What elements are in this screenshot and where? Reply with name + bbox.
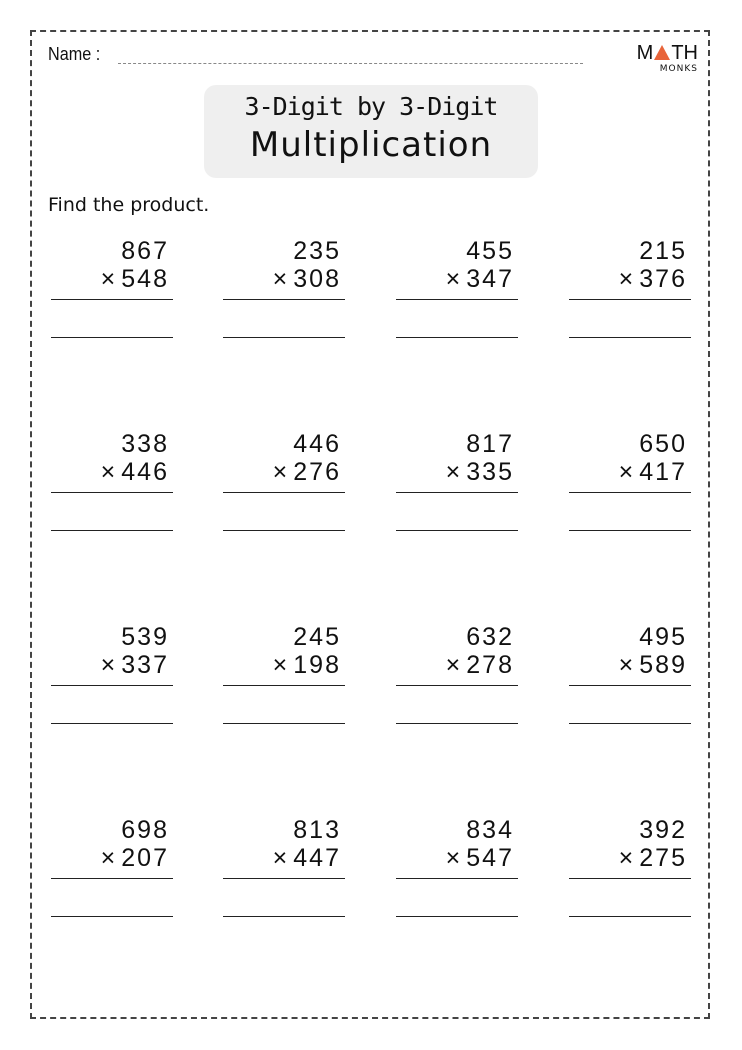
multiplicand: 495 — [639, 623, 687, 651]
answer-line[interactable] — [396, 723, 518, 724]
product-rule — [569, 299, 691, 300]
title-box — [204, 85, 538, 178]
multiplier: 446 — [121, 458, 169, 486]
multiplier-row — [51, 265, 173, 293]
product-rule — [51, 878, 173, 879]
multiplier-row — [51, 458, 173, 486]
multiplier-row — [569, 844, 691, 872]
logo-text-m: M — [636, 42, 654, 64]
times-icon: × — [445, 844, 463, 872]
multiplicand: 446 — [293, 430, 341, 458]
product-rule — [51, 492, 173, 493]
product-rule — [223, 685, 345, 686]
multiplicand: 698 — [121, 816, 169, 844]
product-rule — [223, 492, 345, 493]
answer-line[interactable] — [569, 723, 691, 724]
multiplicand: 867 — [121, 237, 169, 265]
multiplier-row — [396, 265, 518, 293]
logo-subtext: MONKS — [659, 64, 698, 74]
multiplicand: 834 — [466, 816, 514, 844]
times-icon: × — [100, 651, 118, 679]
answer-line[interactable] — [569, 337, 691, 338]
instructions: Find the product. — [48, 194, 210, 216]
multiplier-row — [396, 844, 518, 872]
problem-item — [569, 237, 691, 338]
product-rule — [569, 492, 691, 493]
product-rule — [51, 685, 173, 686]
multiplicand: 817 — [466, 430, 514, 458]
times-icon: × — [100, 265, 118, 293]
answer-line[interactable] — [223, 337, 345, 338]
times-icon: × — [618, 844, 636, 872]
multiplicand: 338 — [121, 430, 169, 458]
product-rule — [569, 685, 691, 686]
multiplicand: 813 — [293, 816, 341, 844]
times-icon: × — [445, 651, 463, 679]
page-title: Multiplication — [249, 125, 493, 165]
product-rule — [396, 878, 518, 879]
multiplier: 589 — [639, 651, 687, 679]
times-icon: × — [100, 844, 118, 872]
times-icon: × — [445, 265, 463, 293]
answer-line[interactable] — [51, 530, 173, 531]
times-icon: × — [100, 458, 118, 486]
answer-line[interactable] — [51, 916, 173, 917]
problem-item — [51, 430, 173, 531]
triangle-icon — [654, 45, 670, 60]
product-rule — [396, 299, 518, 300]
answer-line[interactable] — [569, 916, 691, 917]
times-icon: × — [445, 458, 463, 486]
multiplicand: 235 — [293, 237, 341, 265]
product-rule — [569, 878, 691, 879]
problem-item — [396, 623, 518, 724]
times-icon: × — [272, 651, 290, 679]
multiplicand: 245 — [293, 623, 341, 651]
answer-line[interactable] — [396, 916, 518, 917]
multiplicand: 392 — [639, 816, 687, 844]
multiplier: 337 — [121, 651, 169, 679]
problem-item — [223, 816, 345, 917]
multiplier-row — [51, 651, 173, 679]
product-rule — [396, 492, 518, 493]
multiplicand: 539 — [121, 623, 169, 651]
multiplicand: 455 — [466, 237, 514, 265]
multiplier: 335 — [466, 458, 514, 486]
answer-line[interactable] — [396, 530, 518, 531]
logo-text-th: TH — [671, 42, 698, 64]
multiplier: 275 — [639, 844, 687, 872]
multiplier: 417 — [639, 458, 687, 486]
problem-item — [396, 237, 518, 338]
multiplier: 347 — [466, 265, 514, 293]
times-icon: × — [272, 844, 290, 872]
problem-item — [51, 816, 173, 917]
answer-line[interactable] — [396, 337, 518, 338]
answer-line[interactable] — [223, 723, 345, 724]
multiplier: 207 — [121, 844, 169, 872]
name-input-line[interactable] — [118, 63, 583, 64]
multiplier: 276 — [293, 458, 341, 486]
answer-line[interactable] — [569, 530, 691, 531]
multiplier-row — [396, 651, 518, 679]
multiplier-row — [223, 265, 345, 293]
multiplier-row — [569, 651, 691, 679]
answer-line[interactable] — [51, 337, 173, 338]
multiplier-row — [223, 458, 345, 486]
product-rule — [51, 299, 173, 300]
multiplicand: 632 — [466, 623, 514, 651]
product-rule — [223, 299, 345, 300]
problem-item — [396, 816, 518, 917]
multiplier: 308 — [293, 265, 341, 293]
problem-item — [51, 237, 173, 338]
multiplier: 548 — [121, 265, 169, 293]
problem-item — [569, 816, 691, 917]
times-icon: × — [618, 651, 636, 679]
problem-item — [396, 430, 518, 531]
answer-line[interactable] — [51, 723, 173, 724]
multiplier-row — [569, 265, 691, 293]
multiplicand: 215 — [639, 237, 687, 265]
multiplier-row — [51, 844, 173, 872]
multiplier: 547 — [466, 844, 514, 872]
times-icon: × — [618, 458, 636, 486]
times-icon: × — [272, 458, 290, 486]
problem-item — [223, 623, 345, 724]
multiplier: 447 — [293, 844, 341, 872]
product-rule — [223, 878, 345, 879]
times-icon: × — [618, 265, 636, 293]
answer-line[interactable] — [223, 916, 345, 917]
problem-item — [223, 430, 345, 531]
multiplier-row — [569, 458, 691, 486]
name-label: Name : — [48, 44, 101, 64]
times-icon: × — [272, 265, 290, 293]
problem-item — [51, 623, 173, 724]
multiplicand: 650 — [639, 430, 687, 458]
product-rule — [396, 685, 518, 686]
problem-item — [569, 430, 691, 531]
problem-item — [569, 623, 691, 724]
multiplier: 198 — [293, 651, 341, 679]
multiplier-row — [223, 844, 345, 872]
problem-item — [223, 237, 345, 338]
title-subtitle: 3-Digit by 3-Digit — [244, 92, 498, 121]
multiplier: 278 — [466, 651, 514, 679]
math-monks-logo — [636, 42, 698, 74]
multiplier-row — [223, 651, 345, 679]
multiplier: 376 — [639, 265, 687, 293]
multiplier-row — [396, 458, 518, 486]
answer-line[interactable] — [223, 530, 345, 531]
